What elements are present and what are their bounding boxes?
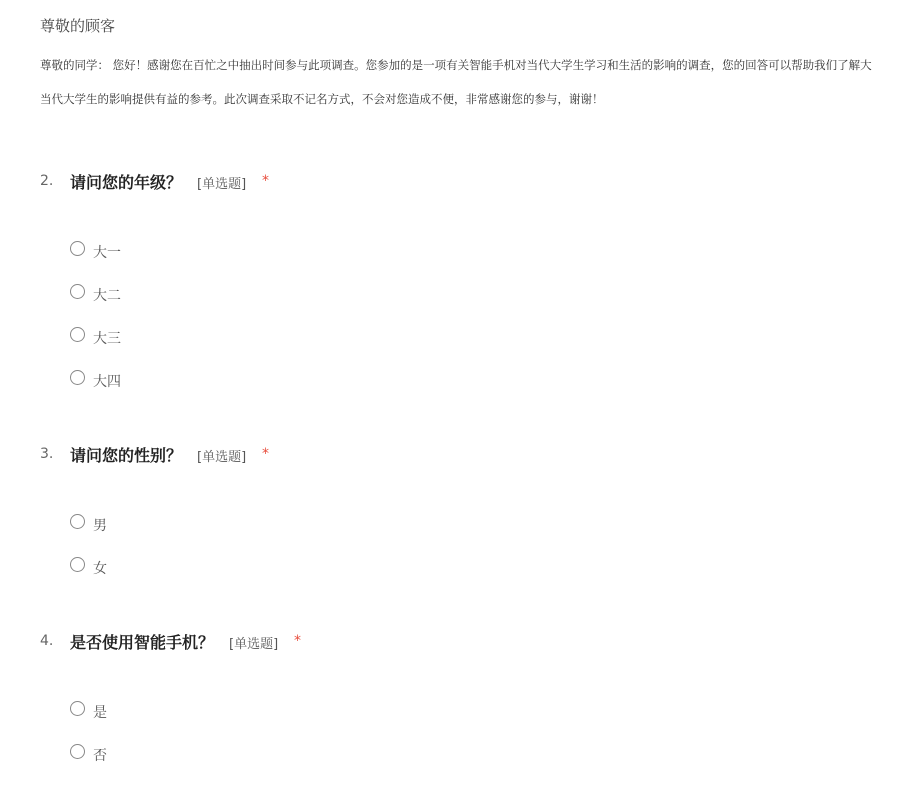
intro-text-line-2: 当代大学生的影响提供有益的参考。此次调查采取不记名方式，不会对您造成不便，非常感谢您的参与，谢谢！	[40, 92, 604, 106]
option-label: 是	[93, 705, 107, 721]
option-label: 大三	[93, 331, 121, 347]
required-mark: *	[294, 633, 301, 649]
question-number: 3.	[40, 446, 54, 462]
question-title: 请问您的年级？	[70, 173, 183, 192]
radio-button[interactable]	[70, 514, 85, 529]
option-label: 女	[93, 561, 107, 577]
question-title: 是否使用智能手机？	[70, 633, 215, 652]
option-label: 大一	[93, 245, 121, 261]
question-type-label: [单选题]	[197, 177, 247, 192]
option-label: 否	[93, 748, 107, 764]
radio-button[interactable]	[70, 241, 85, 256]
radio-button[interactable]	[70, 744, 85, 759]
radio-button[interactable]	[70, 284, 85, 299]
option-label: 男	[93, 518, 107, 534]
required-mark: *	[262, 446, 269, 462]
greeting-heading: 尊敬的顾客	[40, 17, 116, 35]
option-label: 大四	[93, 374, 121, 390]
intro-text-line-1: 尊敬的同学： 您好！感谢您在百忙之中抽出时间参与此项调查。您参加的是一项有关智能手机对当代大学生学习和生活的影响的调查，您的回答可以帮助我们了解大	[40, 58, 872, 72]
option-label: 大二	[93, 288, 121, 304]
radio-button[interactable]	[70, 327, 85, 342]
question-number: 4.	[40, 633, 54, 649]
required-mark: *	[262, 173, 269, 189]
question-type-label: [单选题]	[229, 637, 279, 652]
radio-button[interactable]	[70, 557, 85, 572]
question-type-label: [单选题]	[197, 450, 247, 465]
radio-button[interactable]	[70, 370, 85, 385]
radio-button[interactable]	[70, 701, 85, 716]
question-number: 2.	[40, 173, 54, 189]
question-title: 请问您的性别？	[70, 446, 183, 465]
